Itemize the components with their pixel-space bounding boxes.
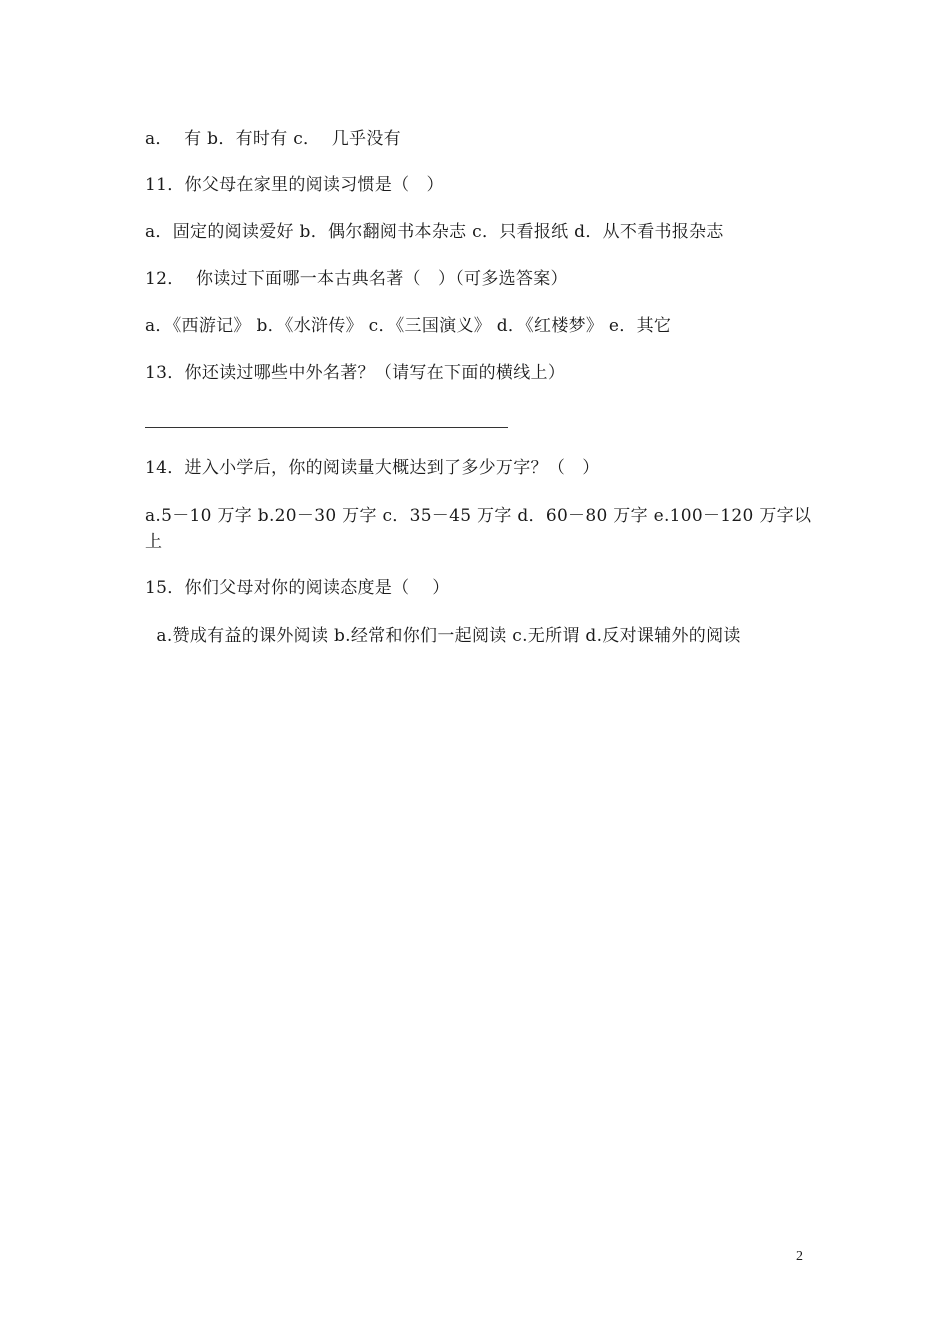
q11-question: 11．你父母在家里的阅读习惯是（ ） [145, 175, 444, 195]
page-number: 2 [796, 1249, 803, 1264]
q10-options: a． 有 b．有时有 c． 几乎没有 [145, 129, 401, 149]
q15-options: a.赞成有益的课外阅读 b.经常和你们一起阅读 c.无所谓 d.反对课辅外的阅读 [145, 626, 741, 646]
q14-question: 14．进入小学后，你的阅读量大概达到了多少万字？（ ） [145, 458, 600, 478]
q12-options: a．《西游记》 b．《水浒传》 c．《三国演义》 d．《红楼梦》 e．其它 [145, 316, 672, 336]
q15-question: 15．你们父母对你的阅读态度是（ ） [145, 578, 450, 598]
q14-options: a.5－10 万字 b.20－30 万字 c．35－45 万字 d．60－80 万字 e.100－120 万字以上 [145, 506, 812, 552]
q11-options: a．固定的阅读爱好 b．偶尔翻阅书本杂志 c．只看报纸 d．从不看书报杂志 [145, 222, 724, 242]
q12-question: 12． 你读过下面哪一本古典名著（ ）（可多选答案） [145, 269, 568, 289]
q13-question: 13．你还读过哪些中外名著？（请写在下面的横线上） [145, 363, 566, 383]
answer-blank-line [145, 427, 508, 428]
